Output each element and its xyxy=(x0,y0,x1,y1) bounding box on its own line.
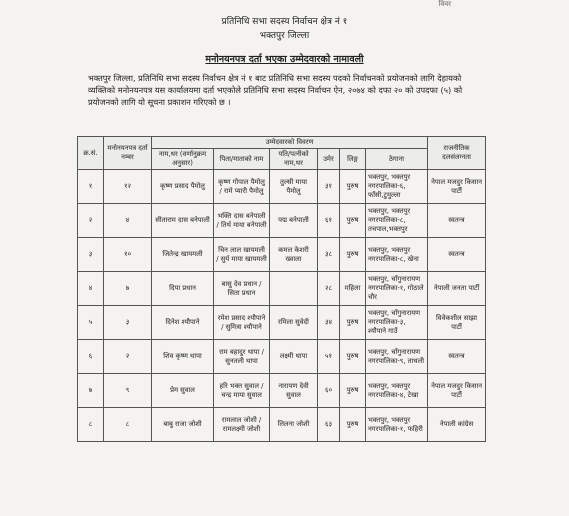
cell-gender: महिला xyxy=(340,272,366,306)
cell-address: भक्तपुर, चाँगुनारायण नगरपालिका-३, श्यौपाने गाउँ xyxy=(366,306,428,340)
cell-spouse: पद्म बनेपाली xyxy=(270,204,318,238)
constituency-heading: प्रतिनिधि सभा सदस्य निर्वाचन क्षेत्र नं १ xyxy=(221,17,348,27)
header-fragment: विवर xyxy=(438,0,451,8)
col-header-candidate-details: उम्मेदवारको विवरण xyxy=(152,137,428,149)
table-row xyxy=(78,306,486,340)
table-row xyxy=(78,408,486,442)
cell-name: दिपा प्रधान xyxy=(152,272,214,306)
cell-gender: पुरुष xyxy=(340,340,366,374)
cell-address: भक्तपुर, चाँगुनारायण नगरपालिका-१, गोठाले चौर xyxy=(366,272,428,306)
cell-parents: बासु देव प्रधान / सिता प्रधान xyxy=(214,272,270,306)
col-header-reg-no: मनोनयनपत्र दर्ता नम्बर xyxy=(104,137,152,170)
cell-age: ६१ xyxy=(318,204,340,238)
cell-spouse xyxy=(270,272,318,306)
col-header-gender: लिङ्ग xyxy=(340,149,366,170)
cell-spouse: तुल्सी माया पैमोलु xyxy=(270,170,318,204)
cell-parents: चिन लाल खायमली / सुर्य माया खायमली xyxy=(214,238,270,272)
cell-address: भक्तपुर, चाँगुनारायण नगरपालिका-९, ताथली xyxy=(366,340,428,374)
notice-paragraph: भक्तपुर जिल्ला, प्रतिनिधि सभा सदस्य निर्वाचन क्षेत्र नं १ बाट प्रतिनिधि सभा सदस्य पदको निर्वाचनको प्रयोजनको लागि देहायको व्यक्तिको मनोनयनपत्र यस कार्यालयमा दर्ता भएकोले प्रतिनिधि सभा सदस्य निर्वाचन ऐन, २०७४ को दफा २० को उपदफा (५) को प्रयोजनको लागि यो सूचना प्रकाशन गरिएको छ । xyxy=(88,73,463,107)
col-header-parents: पिता/माताको नाम xyxy=(214,149,270,170)
cell-age: ५१ xyxy=(318,340,340,374)
cell-gender: पुरुष xyxy=(340,408,366,442)
cell-reg-no: १२ xyxy=(104,170,152,204)
cell-reg-no: ९ xyxy=(104,374,152,408)
document-title: मनोनयनपत्र दर्ता भएका उम्मेदवारको नामावली xyxy=(205,54,364,65)
cell-spouse: लिलना जोशी xyxy=(270,408,318,442)
cell-party: स्वतन्त्र xyxy=(428,238,486,272)
cell-age: ३८ xyxy=(318,238,340,272)
cell-parents: भक्ति दास बनेपाली / तिर्थ माया बनेपाली xyxy=(214,204,270,238)
table-row xyxy=(78,170,486,204)
cell-address: भक्तपुर, भक्तपुर नगरपालिका-४, टेखा xyxy=(366,374,428,408)
cell-sn: ४ xyxy=(78,272,104,306)
cell-party: नेपाल मजदुर किसान पार्टी xyxy=(428,170,486,204)
cell-sn: २ xyxy=(78,204,104,238)
cell-address: भक्तपुर, भक्तपुर नगरपालिका-६, फाँसी,टुमुल्ला xyxy=(366,170,428,204)
cell-address: भक्तपुर, भक्तपुर नगरपालिका-१, फहिरी xyxy=(366,408,428,442)
cell-gender: पुरुष xyxy=(340,204,366,238)
cell-party: नेपाली कांग्रेस xyxy=(428,408,486,442)
cell-gender: पुरुष xyxy=(340,170,366,204)
cell-name: प्रेम सुवाल xyxy=(152,374,214,408)
cell-spouse: कमल केशरी ख्वाला xyxy=(270,238,318,272)
cell-age: २८ xyxy=(318,272,340,306)
cell-address: भक्तपुर, भक्तपुर नगरपालिका-८, खेना xyxy=(366,238,428,272)
cell-party: नेपाली जनता पार्टी xyxy=(428,272,486,306)
cell-spouse: नारायण देवी सुवाल xyxy=(270,374,318,408)
cell-parents: रमेश प्रसाद श्यौपाने / सुमित्रा श्यौपाने xyxy=(214,306,270,340)
cell-party: नेपाल मजदुर किसान पार्टी xyxy=(428,374,486,408)
cell-sn: ५ xyxy=(78,306,104,340)
cell-age: ६० xyxy=(318,374,340,408)
cell-sn: ६ xyxy=(78,340,104,374)
cell-name: बाबु राजा जोशी xyxy=(152,408,214,442)
table-row xyxy=(78,340,486,374)
cell-address: भक्तपुर, भक्तपुर नगरपालिका-८, तचपाल,भक्तपुर xyxy=(366,204,428,238)
cell-parents: राम बहादुर थापा / सुनतली थापा xyxy=(214,340,270,374)
cell-reg-no: १० xyxy=(104,238,152,272)
cell-name: जितेन्द्र खायमली xyxy=(152,238,214,272)
cell-party: स्वतन्त्र xyxy=(428,340,486,374)
district-heading: भक्तपुर जिल्ला xyxy=(259,31,310,41)
col-header-age: उमेर xyxy=(318,149,340,170)
cell-party: विवेकशील साझा पार्टी xyxy=(428,306,486,340)
col-header-spouse: पति/पत्नीको नाम,थर xyxy=(270,149,318,170)
table-row xyxy=(78,238,486,272)
cell-reg-no: ४ xyxy=(104,204,152,238)
col-header-name: नाम,थर (वर्णानुक्रम अनुसार) xyxy=(152,149,214,170)
cell-name: दिनेश श्यौपाने xyxy=(152,306,214,340)
cell-sn: १ xyxy=(78,170,104,204)
cell-gender: पुरुष xyxy=(340,238,366,272)
col-header-party: राजनीतिक दलसंलग्नता xyxy=(428,137,486,170)
cell-sn: ३ xyxy=(78,238,104,272)
cell-parents: हरि भक्त सुवाल / चन्द्र माया सुवाल xyxy=(214,374,270,408)
cell-age: ३१ xyxy=(318,170,340,204)
cell-name: सीताराम दास बनेपाली xyxy=(152,204,214,238)
col-header-address: ठेगाना xyxy=(366,149,428,170)
cell-gender: पुरुष xyxy=(340,374,366,408)
table-row xyxy=(78,374,486,408)
cell-age: ३४ xyxy=(318,306,340,340)
cell-party: स्वतन्त्र xyxy=(428,204,486,238)
cell-gender: पुरुष xyxy=(340,306,366,340)
candidate-table xyxy=(77,136,486,442)
cell-name: शिव कृष्ण थापा xyxy=(152,340,214,374)
cell-name: कृष्ण प्रसाद पैमोलु xyxy=(152,170,214,204)
cell-parents: कृष्ण गोपाल पैमोलु / रामे प्यारी पैमोलु xyxy=(214,170,270,204)
table-row xyxy=(78,272,486,306)
cell-sn: ७ xyxy=(78,374,104,408)
table-row xyxy=(78,204,486,238)
cell-reg-no: ३ xyxy=(104,306,152,340)
cell-reg-no: ८ xyxy=(104,408,152,442)
col-header-sn: क्र.सं. xyxy=(78,137,104,170)
cell-spouse: रमिला सुवेदी xyxy=(270,306,318,340)
cell-sn: ८ xyxy=(78,408,104,442)
cell-parents: रामलाल जोशी / रामलक्ष्मी जोशी xyxy=(214,408,270,442)
cell-spouse: लक्ष्मी थापा xyxy=(270,340,318,374)
cell-reg-no: २ xyxy=(104,340,152,374)
cell-reg-no: ७ xyxy=(104,272,152,306)
cell-age: ६३ xyxy=(318,408,340,442)
